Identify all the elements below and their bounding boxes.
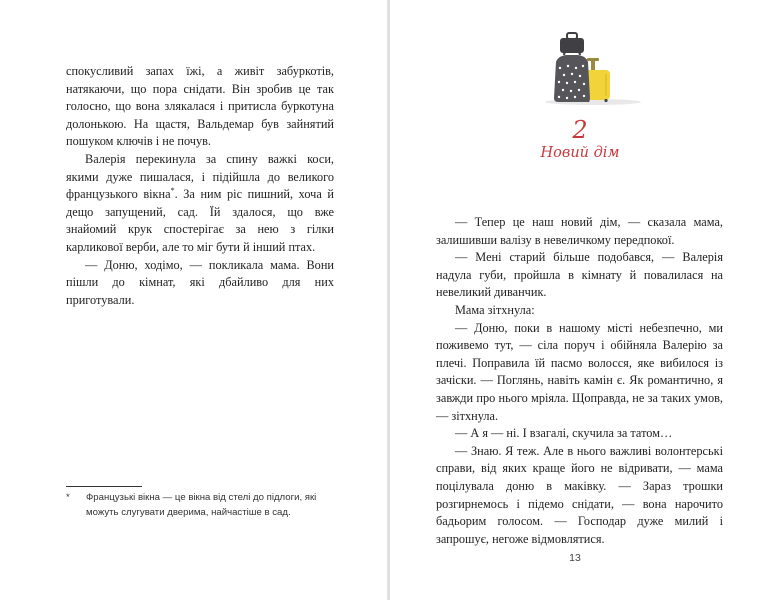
paragraph: — Доню, ходімо, — покликала мама. Вони пішли до кімнат, які дбайливо для них приготували. xyxy=(66,257,334,307)
left-page xyxy=(0,0,389,600)
footnote-marker: * xyxy=(66,492,70,503)
paragraph-part: . За ним ріс пишний, хоча й дещо запущений, сад. Їй здалося, що вже знайомий крук спостерігає за нею з гілки карликової верби, але то міг бути й інший птах. xyxy=(66,187,334,254)
footnote-text: Французькі вікна — це вікна від стелі до підлоги, які можуть слугувати дверима, найчастіше в сад. xyxy=(86,492,317,518)
chapter-title: Новий дім xyxy=(540,145,620,161)
paragraph xyxy=(66,151,334,257)
paragraph: — А я — ні. І взагалі, скучила за татом… xyxy=(455,426,673,441)
paragraph: Мама зітхнула: xyxy=(455,302,535,317)
paragraph: спокусливий запах їжі, а живіт забуркотів, натякаючи, що пора снідати. Він зробив це так голосно, що вона злякалася і притисла буркотуна долонькою. На щастя, Вальдемар був зайнятий пошуком ключів і не почув. xyxy=(66,64,334,149)
paragraph: — Мені старий більше подобався, — Валерія надула губи, пройшла в кімнату й повалилася на невеликий диванчик. xyxy=(436,250,723,300)
paragraph: — Тепер це наш новий дім, — сказала мама, залишивши валізу в невеличкому передпокої. xyxy=(436,215,723,247)
paragraph-part: Валерія перекинула за спину важкі коси, якими дуже пишалася, і підійшла до великого французького вікна xyxy=(66,151,334,202)
right-page xyxy=(390,0,780,600)
right-page-text xyxy=(436,214,723,548)
chapter-number: 2 xyxy=(572,116,588,144)
footnote xyxy=(66,490,334,520)
paragraph: — Доню, поки в нашому місті небезпечно, ми поживемо тут, — сіла поруч і обійняла Валерію за плечі. Поправила їй пасмо волосся, яке вибилося із зачіски. — Поглянь, навіть камін є. Як романтично, я завжди про нього мріяла. Щоправда, не за таких умов, — зітхнула. xyxy=(436,320,723,423)
left-page-text xyxy=(66,63,334,309)
page-number: 13 xyxy=(569,552,581,564)
paragraph: — Знаю. Я теж. Але в нього важливі волонтерські справи, від яких краще його не відривати, — мама поцілувала доню в маківку. — Зараз трошки розгирнемось і підемо снідати, — вона нарочито бадьорим голосом. — Господар дуже милий і запрошує, негоже відмовлятися. xyxy=(436,443,723,546)
footnote-divider xyxy=(66,486,142,487)
luggage-illustration xyxy=(538,22,648,112)
footnote-reference: * xyxy=(170,186,175,196)
